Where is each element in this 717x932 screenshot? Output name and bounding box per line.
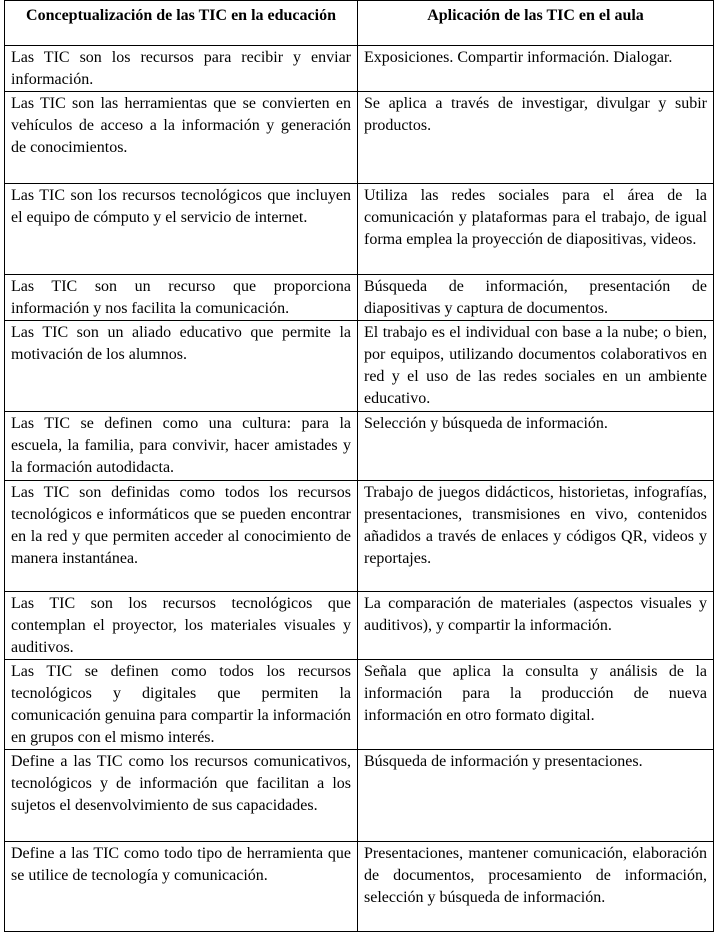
application-cell: Presentaciones, mantener comunicación, elaboración de documentos, procesamiento de información, selección y búsqueda de información. (358, 842, 714, 932)
table-row (5, 481, 714, 592)
table-row (5, 275, 714, 321)
concept-cell: Las TIC son los recursos tecnológicos que contemplan el proyector, los materiales visuales y auditivos. (5, 592, 358, 660)
application-cell: Utiliza las redes sociales para el área de la comunicación y plataformas para el trabajo, de igual forma emplea la proyección de diapositivas, videos. (358, 184, 714, 275)
application-cell: Exposiciones. Compartir información. Dialogar. (358, 46, 714, 92)
application-cell: Selección y búsqueda de información. (358, 412, 714, 481)
table-row (5, 412, 714, 481)
concept-cell: Las TIC son los recursos para recibir y enviar información. (5, 46, 358, 92)
application-cell: El trabajo es el individual con base a la nube; o bien, por equipos, utilizando documentos colaborativos en red y el uso de las redes sociales en un ambiente educativo. (358, 321, 714, 412)
concept-cell: Las TIC son los recursos tecnológicos que incluyen el equipo de cómputo y el servicio de internet. (5, 184, 358, 275)
application-cell: Se aplica a través de investigar, divulgar y subir productos. (358, 92, 714, 184)
table-row (5, 92, 714, 184)
application-cell: Búsqueda de información y presentaciones. (358, 750, 714, 842)
concept-cell: Define a las TIC como los recursos comunicativos, tecnológicos y de información que facilitan a los sujetos el desenvolvimiento de sus capacidades. (5, 750, 358, 842)
application-cell: La comparación de materiales (aspectos visuales y auditivos), y compartir la información. (358, 592, 714, 660)
table-row (5, 750, 714, 842)
table-row (5, 660, 714, 750)
header-aplicacion: Aplicación de las TIC en el aula (358, 1, 714, 46)
table-row (5, 46, 714, 92)
application-cell: Señala que aplica la consulta y análisis de la información para la producción de nueva información en otro formato digital. (358, 660, 714, 750)
table-row (5, 592, 714, 660)
concept-cell: Las TIC se definen como todos los recursos tecnológicos y digitales que permiten la comunicación genuina para compartir la información en grupos con el mismo interés. (5, 660, 358, 750)
header-conceptualizacion: Conceptualización de las TIC en la educación (5, 1, 358, 46)
concept-cell: Las TIC son un aliado educativo que permite la motivación de los alumnos. (5, 321, 358, 412)
table-row (5, 842, 714, 932)
tic-table (4, 0, 714, 932)
table-row (5, 321, 714, 412)
application-cell: Búsqueda de información, presentación de diapositivas y captura de documentos. (358, 275, 714, 321)
concept-cell: Las TIC se definen como una cultura: para la escuela, la familia, para convivir, hacer amistades y la formación autodidacta. (5, 412, 358, 481)
application-cell: Trabajo de juegos didácticos, historietas, infografías, presentaciones, transmisiones en vivo, contenidos añadidos a través de enlaces y códigos QR, videos y reportajes. (358, 481, 714, 592)
concept-cell: Define a las TIC como todo tipo de herramienta que se utilice de tecnología y comunicación. (5, 842, 358, 932)
table-row (5, 184, 714, 275)
table-header-row (5, 1, 714, 46)
concept-cell: Las TIC son las herramientas que se convierten en vehículos de acceso a la información y generación de conocimientos. (5, 92, 358, 184)
concept-cell: Las TIC son un recurso que proporciona información y nos facilita la comunicación. (5, 275, 358, 321)
concept-cell: Las TIC son definidas como todos los recursos tecnológicos e informáticos que se pueden encontrar en la red y que permiten acceder al conocimiento de manera instantánea. (5, 481, 358, 592)
